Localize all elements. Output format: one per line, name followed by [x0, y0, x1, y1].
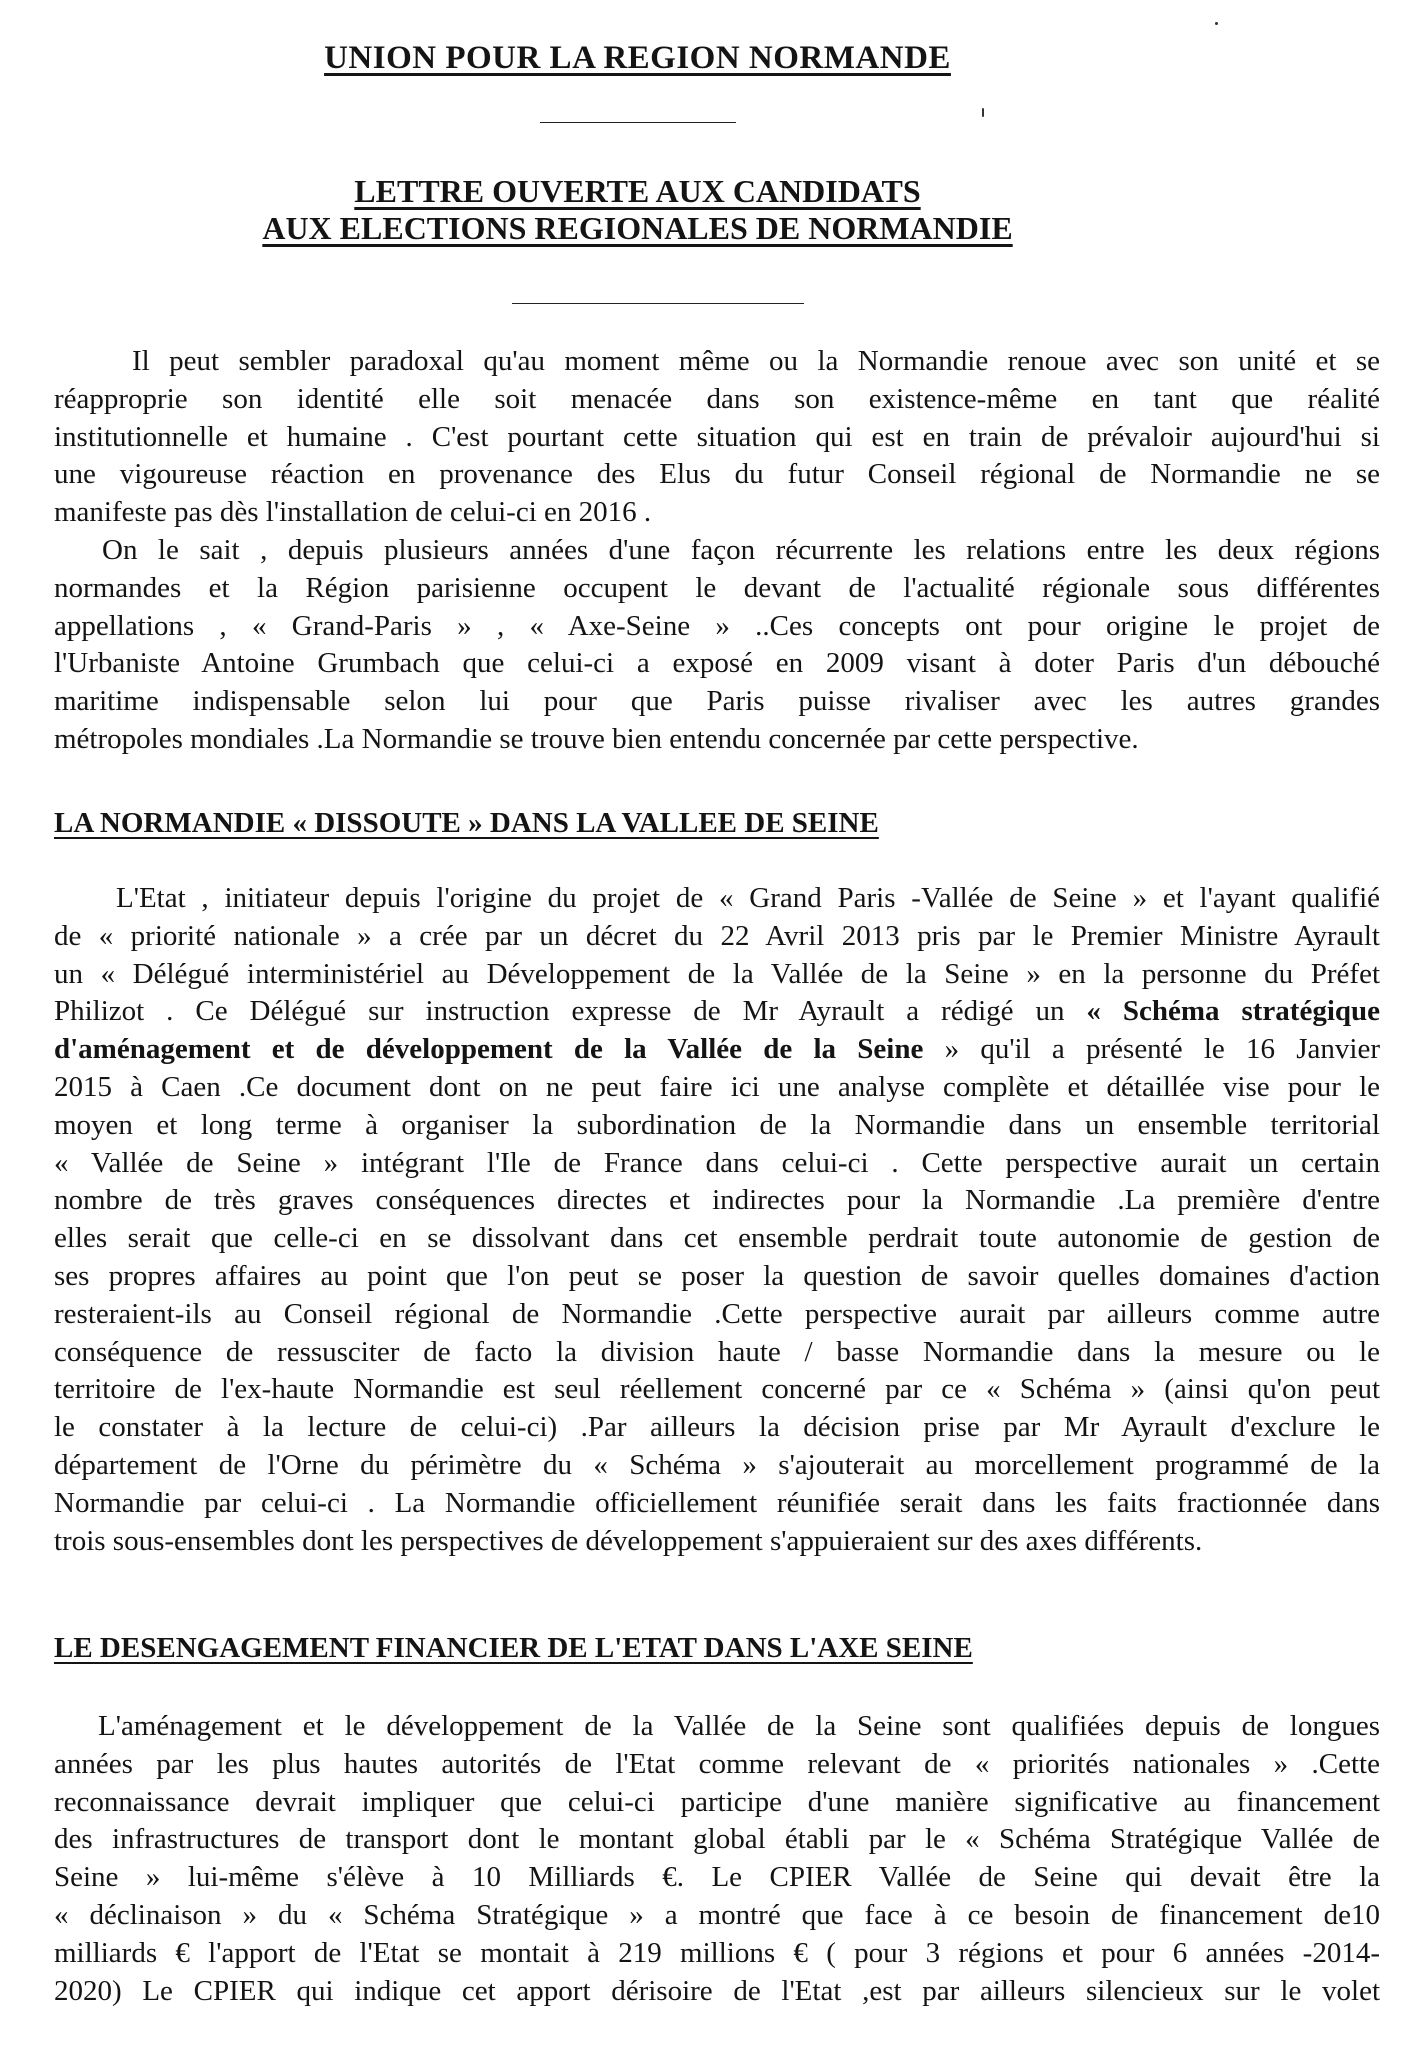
text-line: Normandie par celui-ci . La Normandie officiellement réunifiée serait dans les faits fractionnée dans [54, 1486, 1380, 1519]
text-line: moyen et long terme à organiser la subordination de la Normandie dans un ensemble territorial [54, 1108, 1380, 1141]
subtitle-line-2: AUX ELECTIONS REGIONALES DE NORMANDIE [262, 210, 1013, 246]
text-line: années par les plus hautes autorités de l'Etat comme relevant de « priorités nationales » .Cette [54, 1747, 1380, 1780]
text-line: On le sait , depuis plusieurs années d'une façon récurrente les relations entre les deux régions [102, 533, 1380, 566]
text-line: reconnaissance devrait impliquer que celui-ci participe d'une manière significative au financement [54, 1785, 1380, 1818]
text-line: « Vallée de Seine » intégrant l'Ile de France dans celui-ci . Cette perspective aurait un certain [54, 1146, 1380, 1179]
text-line: le constater à la lecture de celui-ci) .Par ailleurs la décision prise par Mr Ayrault d'exclure le [54, 1411, 1380, 1444]
text-line: 2020) Le CPIER qui indique cet apport dérisoire de l'Etat ,est par ailleurs silencieux sur le volet [54, 1974, 1380, 2007]
text-line: de « priorité nationale » a crée par un décret du 22 Avril 2013 pris par le Premier Ministre Ayrault [54, 919, 1380, 952]
text-line: Seine » lui-même s'élève à 10 Milliards €. Le CPIER Vallée de Seine qui devait être la [54, 1861, 1380, 1894]
schema-title-bold: « Schéma stratégique [1086, 995, 1381, 1028]
document-title: UNION POUR LA REGION NORMANDE [324, 40, 951, 76]
section-heading-dissoute: LA NORMANDIE « DISSOUTE » DANS LA VALLEE DE SEINE [54, 807, 879, 839]
text-line: l'Urbaniste Antoine Grumbach que celui-ci a exposé en 2009 visant à doter Paris d'un débouché [54, 647, 1380, 680]
text-line: une vigoureuse réaction en provenance des Elus du futur Conseil régional de Normandie ne se [54, 458, 1380, 491]
text-line: des infrastructures de transport dont le montant global établi par le « Schéma Stratégique Vallée de [54, 1823, 1380, 1856]
text-line: institutionnelle et humaine . C'est pourtant cette situation qui est en train de prévaloir aujourd'hui si [54, 420, 1380, 453]
text-line: « déclinaison » du « Schéma Stratégique » a montré que face à ce besoin de financement de10 [54, 1898, 1380, 1931]
text-line: manifeste pas dès l'installation de celui-ci en 2016 . [54, 496, 652, 529]
schema-title-bold: d'aménagement et de développement de la Vallée de la Seine [54, 1033, 924, 1066]
scan-speck [1215, 22, 1218, 25]
text-line: département de l'Orne du périmètre du « Schéma » s'ajouterait au morcellement programmé de la [54, 1448, 1380, 1481]
text-line: normandes et la Région parisienne occupent le devant de l'actualité régionale sous différentes [54, 571, 1380, 604]
text-line: territoire de l'ex-haute Normandie est seul réellement concerné par ce « Schéma » (ainsi qu'on peut [54, 1373, 1380, 1406]
title-divider [540, 122, 736, 123]
text-line: elles serait que celle-ci en se dissolvant dans cet ensemble perdrait toute autonomie de gestion de [54, 1222, 1380, 1255]
text-line: nombre de très graves conséquences directes et indirectes pour la Normandie .La première d'entre [54, 1184, 1380, 1217]
section-2-paragraph [54, 1708, 1380, 2010]
section-heading-desengagement: LE DESENGAGEMENT FINANCIER DE L'ETAT DANS L'AXE SEINE [54, 1632, 973, 1664]
text-line [54, 1031, 1380, 1069]
text-line: resteraient-ils au Conseil régional de Normandie .Cette perspective aurait par ailleurs comme autre [54, 1297, 1380, 1330]
text-line: milliards € l'apport de l'Etat se montait à 219 millions € ( pour 3 régions et pour 6 années -2014- [54, 1936, 1380, 1969]
section-1-paragraph [54, 880, 1380, 1560]
text-run: » qu'il a présenté le 16 Janvier [923, 1033, 1380, 1066]
text-line: trois sous-ensembles dont les perspectives de développement s'appuieraient sur des axes différents. [54, 1524, 1203, 1557]
text-line: maritime indispensable selon lui pour que Paris puisse rivaliser avec les autres grandes [54, 685, 1380, 718]
text-line: Il peut sembler paradoxal qu'au moment même ou la Normandie renoue avec son unité et se [132, 345, 1380, 377]
text-line: 2015 à Caen .Ce document dont on ne peut faire ici une analyse complète et détaillée vise pour le [54, 1070, 1380, 1103]
text-line: un « Délégué interministériel au Développement de la Vallée de la Seine » en la personne du Préfet [54, 957, 1380, 990]
subtitle-line-1: LETTRE OUVERTE AUX CANDIDATS [354, 173, 921, 209]
text-run: Philizot . Ce Délégué sur instruction expresse de Mr Ayrault a rédigé un [54, 995, 1065, 1028]
text-line: métropoles mondiales .La Normandie se trouve bien entendu concernée par cette perspective. [54, 722, 1139, 755]
text-line [54, 993, 1380, 1031]
text-line: appellations , « Grand-Paris » , « Axe-Seine » ..Ces concepts ont pour origine le projet de [54, 609, 1380, 642]
subtitle-divider [512, 303, 804, 304]
document-subtitle [0, 173, 1415, 247]
text-line: ses propres affaires au point que l'on peut se poser la question de savoir quelles domaines d'action [54, 1259, 1380, 1292]
text-line: L'aménagement et le développement de la Vallée de la Seine sont qualifiées depuis de longues [98, 1710, 1380, 1742]
text-line: L'Etat , initiateur depuis l'origine du projet de « Grand Paris -Vallée de Seine » et l'ayant qualifié [116, 882, 1380, 914]
text-line: conséquence de ressusciter de facto la division haute / basse Normandie dans la mesure ou le [54, 1335, 1380, 1368]
text-line: réapproprie son identité elle soit menacée dans son existence-même en tant que réalité [54, 382, 1380, 415]
intro-paragraph [54, 343, 1380, 759]
scan-speck [982, 108, 984, 117]
